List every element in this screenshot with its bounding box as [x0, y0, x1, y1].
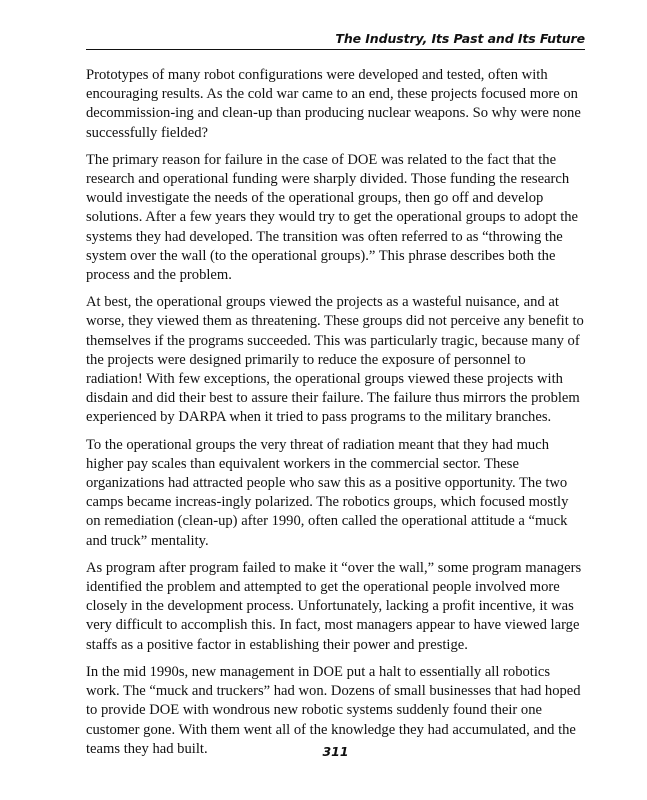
paragraph-6: In the mid 1990s, new management in DOE put a halt to essentially all robotics work. The “muck and truckers” had won. Dozens of small businesses that had hoped to provide DOE with wondrous new robotic systems suddenly found their one customer gone. With them went all of the knowledge they had accumulated, and the teams they had built. [86, 663, 581, 757]
body-text [86, 66, 585, 767]
paragraph-3: At best, the operational groups viewed the projects as a wasteful nuisance, and at worse, they viewed them as threatening. These groups did not perceive any benefit to themselves if the programs succeeded. This was particularly tragic, because many of the projects were designed primarily to reduce the exposure of personnel to radiation! With few exceptions, the operational groups viewed these projects with disdain and did their best to assure their failure. The failure thus mirrors the problem experienced by DARPA when it tried to pass programs to the military branches. [86, 294, 584, 426]
page-number: 311 [322, 744, 349, 759]
paragraph-2: The primary reason for failure in the case of DOE was related to the fact that the research and operational funding were sharply divided. Those funding the research would investigate the needs of the operational groups, then go off and develop solutions. After a few years they would try to get the operational groups to adopt the systems they had developed. The transition was often referred to as “throwing the system over the wall (to the operational groups).” This phrase describes both the process and the problem. [86, 151, 579, 284]
paragraph-4: To the operational groups the very threat of radiation meant that they had much higher pay scales than equivalent workers in the commercial sector. These organizations had attracted people who saw this as a positive opportunity. The two camps became increas-ingly polarized. The robotics groups, which focused mostly on remediation (clean-up) after 1990, often called the operational attitude a “muck and truck” mentality. [86, 436, 569, 549]
header-rule [86, 49, 585, 50]
paragraph-5: As program after program failed to make it “over the wall,” some program managers identified the problem and attempted to get the operational people involved more closely in the development process. Unfortunately, lacking a profit incentive, it was very difficult to accomplish this. In fact, most managers appear to have viewed large staffs as a positive factor in establishing their power and prestige. [86, 559, 582, 653]
paragraph-1: Prototypes of many robot configurations were developed and tested, often with encouraging results. As the cold war came to an end, these projects focused more on decommission-ing and clean-up than producing nuclear weapons. So why were none successfully fielded? [86, 67, 581, 141]
running-head-title: The Industry, Its Past and Its Future [335, 31, 585, 46]
